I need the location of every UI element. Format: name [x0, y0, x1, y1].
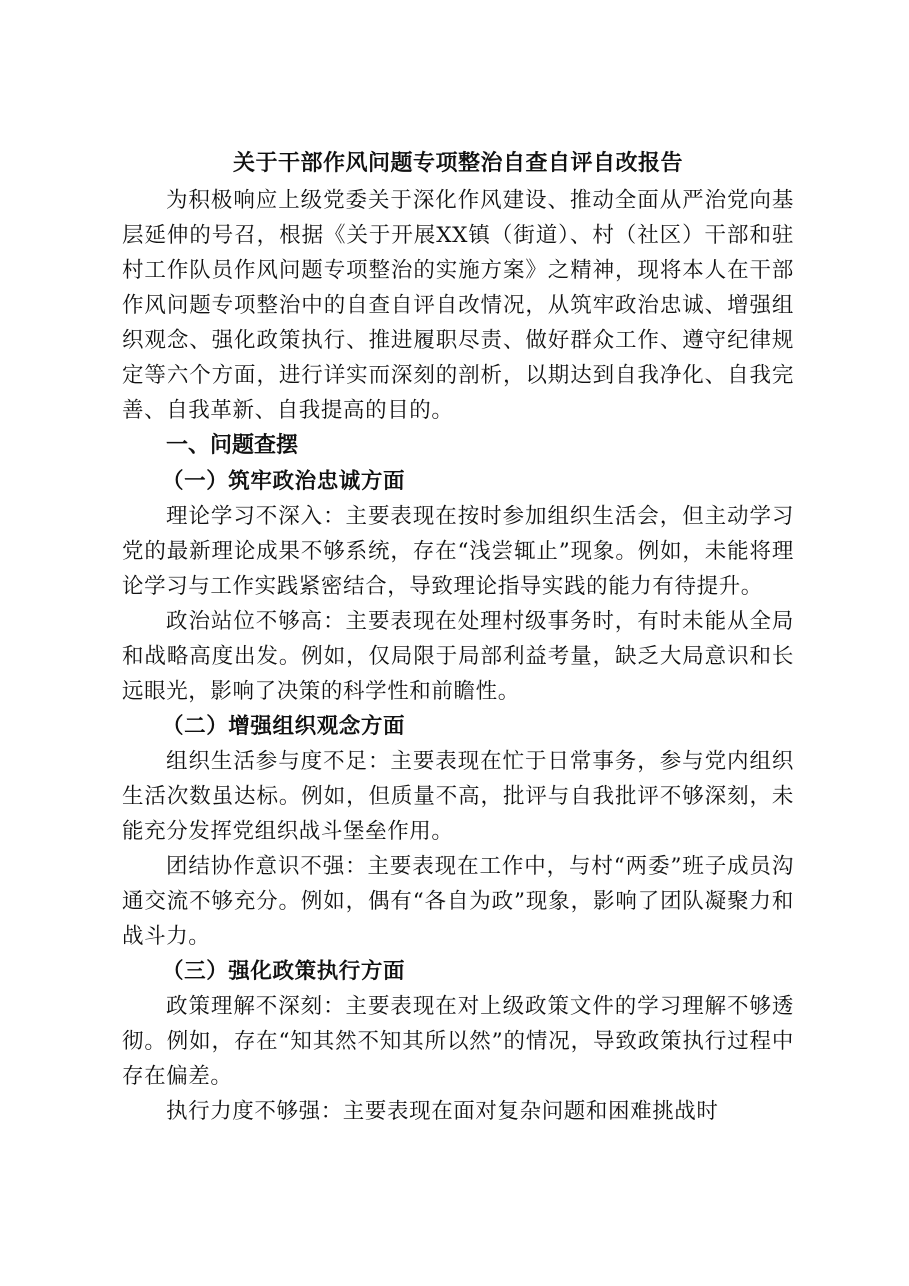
subsection-heading-organization: （二）增强组织观念方面	[162, 714, 406, 739]
intro-paragraph: 为积极响应上级党委关于深化作风建设、推动全面从严治党向基层延伸的号召，根据《关于开展XX镇（街道）、村（社区）干部和驻村工作队员作风问题专项整治的实施方案》之精神，现将本人在干部作风问题专项整治中的自查自评自改情况，从筑牢政治忠诚、增强组织观念、强化政策执行、推进履职尽责、做好群众工作、遵守纪律规定等六个方面，进行详实而深刻的剖析，以期达到自我净化、自我完善、自我革新、自我提高的目的。	[122, 188, 794, 423]
paragraph-theory-study: 理论学习不深入：主要表现在按时参加组织生活会，但主动学习党的最新理论成果不够系统，存在“浅尝辄止”现象。例如，未能将理论学习与工作实践紧密结合，导致理论指导实践的能力有待提升。	[122, 504, 794, 599]
paragraph-policy-understanding: 政策理解不深刻：主要表现在对上级政策文件的学习理解不够透彻。例如，存在“知其然不知其所以然”的情况，导致政策执行过程中存在偏差。	[122, 994, 794, 1089]
section-heading-problems: 一、问题查摆	[166, 433, 299, 458]
paragraph-teamwork: 团结协作意识不强：主要表现在工作中，与村“两委”班子成员沟通交流不够充分。例如，偶有“各自为政”现象，影响了团队凝聚力和战斗力。	[122, 854, 794, 949]
paragraph-organization-life: 组织生活参与度不足：主要表现在忙于日常事务，参与党内组织生活次数虽达标。例如，但质量不高，批评与自我批评不够深刻，未能充分发挥党组织战斗堡垒作用。	[122, 749, 794, 844]
paragraph-political-stance: 政治站位不够高：主要表现在处理村级事务时，有时未能从全局和战略高度出发。例如，仅局限于局部利益考量，缺乏大局意识和长远眼光，影响了决策的科学性和前瞻性。	[122, 609, 794, 704]
document-title: 关于干部作风问题专项整治自查自评自改报告	[232, 151, 683, 176]
paragraph-execution-strength: 执行力度不够强：主要表现在面对复杂问题和困难挑战时	[166, 1099, 719, 1124]
document-body	[122, 145, 794, 1129]
subsection-heading-policy-execution: （三）强化政策执行方面	[162, 959, 406, 984]
subsection-heading-political-loyalty: （一）筑牢政治忠诚方面	[162, 469, 406, 494]
